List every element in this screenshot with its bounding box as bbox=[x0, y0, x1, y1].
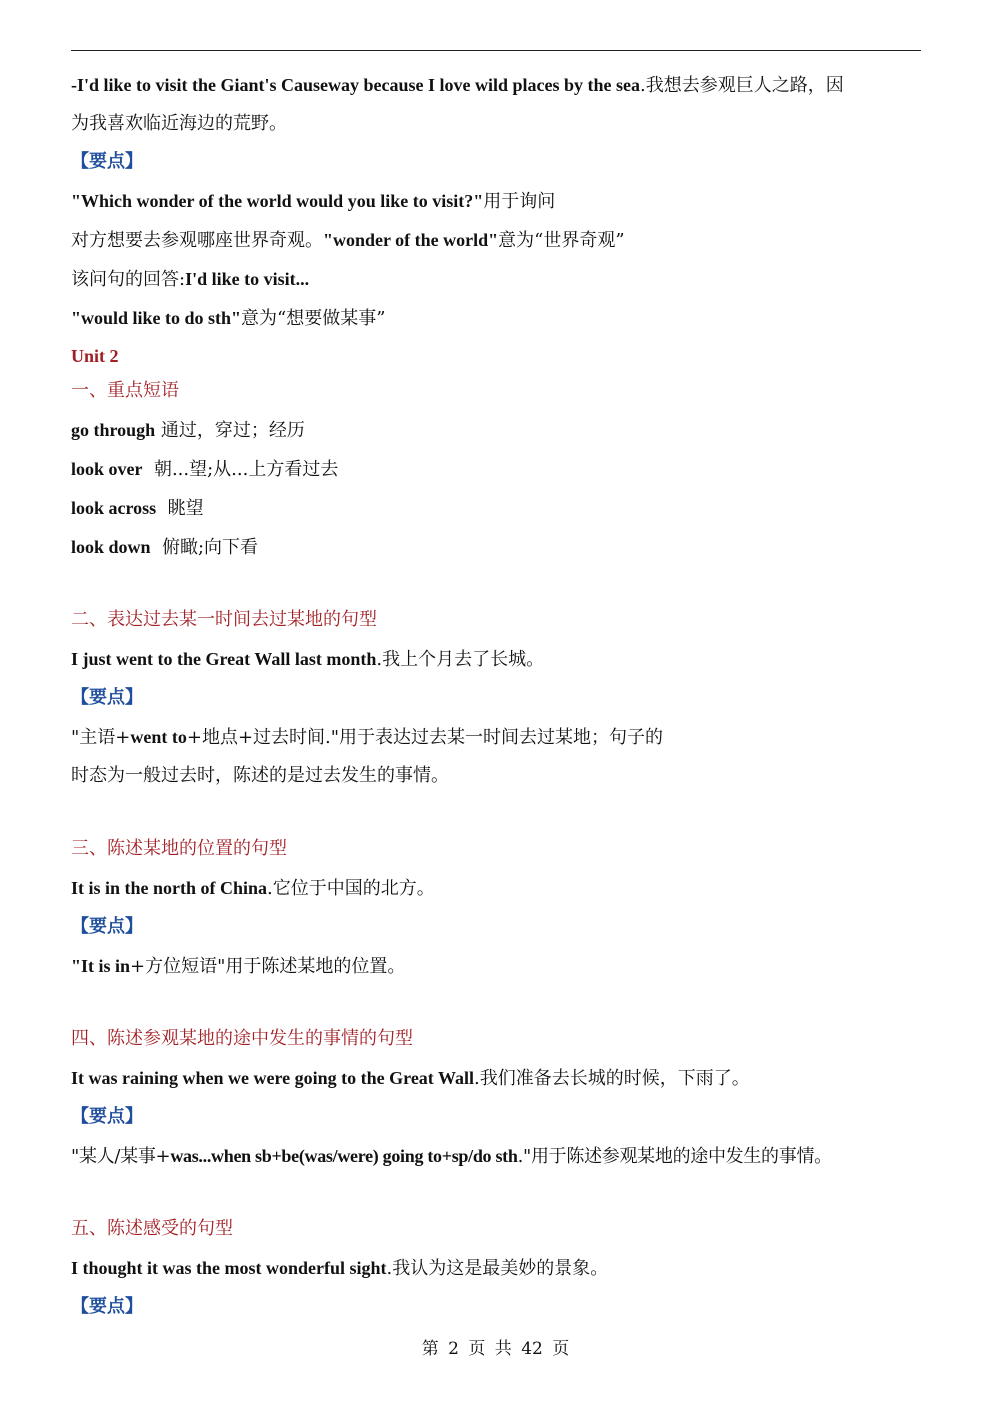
phrase-item: look across 眺望 bbox=[71, 498, 204, 519]
header-rule bbox=[71, 50, 921, 51]
sentence-giants-causeway-cont: 为我喜欢临近海边的荒野。 bbox=[71, 113, 287, 134]
unit-heading: Unit 2 bbox=[71, 346, 119, 366]
sentence-giants-causeway: -I'd like to visit the Giant's Causeway because I love wild places by the sea.我想去参观巨人之路，因 bbox=[71, 75, 844, 96]
keypoint-text: "主语+went to+地点+过去时间."用于表达过去某一时间去过某地；句子的 bbox=[71, 727, 664, 748]
keypoint-text: 该问句的回答:I'd like to visit... bbox=[71, 269, 310, 290]
keypoint-label: 【要点】 bbox=[71, 1296, 143, 1317]
example-sentence: It is in the north of China.它位于中国的北方。 bbox=[71, 878, 435, 899]
keypoint-text: 对方想要去参观哪座世界奇观。"wonder of the world"意为“世界奇观” bbox=[71, 230, 625, 251]
example-sentence: I just went to the Great Wall last month.我上个月去了长城。 bbox=[71, 649, 545, 670]
keypoint-text: "某人/某事+was...when sb+be(was/were) going to+sp/do sth."用于陈述参观某地的途中发生的事情。 bbox=[71, 1146, 832, 1167]
phrase-item: go through 通过，穿过；经历 bbox=[71, 420, 305, 441]
keypoint-label: 【要点】 bbox=[71, 916, 143, 937]
keypoint-text: 时态为一般过去时，陈述的是过去发生的事情。 bbox=[71, 765, 449, 786]
keypoint-label: 【要点】 bbox=[71, 1106, 143, 1127]
section-heading-5: 五、陈述感受的句型 bbox=[71, 1218, 233, 1239]
section-heading-2: 二、表达过去某一时间去过某地的句型 bbox=[71, 609, 377, 630]
phrase-item: look over 朝...望;从...上方看过去 bbox=[71, 459, 339, 480]
page-footer: 第 2 页 共 42 页 bbox=[421, 1339, 570, 1359]
keypoint-text: "would like to do sth"意为“想要做某事” bbox=[71, 308, 386, 329]
keypoint-text: "Which wonder of the world would you like to visit?"用于询问 bbox=[71, 191, 556, 212]
keypoint-label: 【要点】 bbox=[71, 151, 143, 172]
section-heading-3: 三、陈述某地的位置的句型 bbox=[71, 838, 287, 859]
section-heading-1: 一、重点短语 bbox=[71, 380, 179, 401]
keypoint-text: "It is in+方位短语"用于陈述某地的位置。 bbox=[71, 956, 406, 977]
keypoint-label: 【要点】 bbox=[71, 687, 143, 708]
example-sentence: It was raining when we were going to the Great Wall.我们准备去长城的时候，下雨了。 bbox=[71, 1068, 750, 1089]
phrase-item: look down 俯瞰;向下看 bbox=[71, 537, 259, 558]
example-sentence: I thought it was the most wonderful sight.我认为这是最美妙的景象。 bbox=[71, 1258, 609, 1279]
section-heading-4: 四、陈述参观某地的途中发生的事情的句型 bbox=[71, 1028, 413, 1049]
